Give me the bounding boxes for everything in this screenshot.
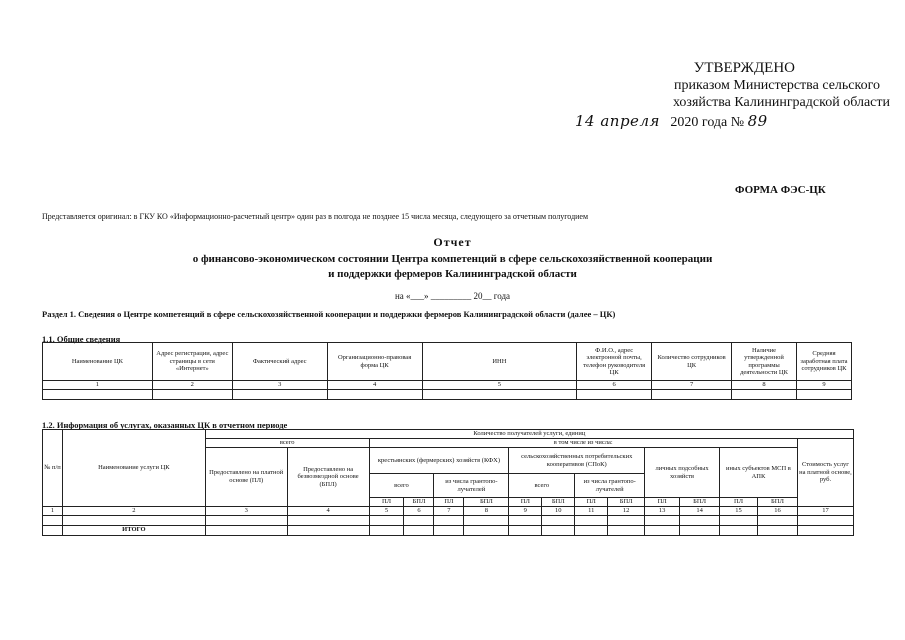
column-number: 6 <box>404 506 434 515</box>
table-row <box>43 515 854 525</box>
header-cell: Наличие утвержденной программы деятельности ЦК <box>732 343 797 381</box>
column-number: 17 <box>797 506 853 515</box>
total-header: всего <box>205 439 369 448</box>
column-number: 7 <box>434 506 464 515</box>
approval-date-line <box>575 112 815 131</box>
header-cell: Наименование ЦК <box>43 343 153 381</box>
table-row <box>43 390 852 400</box>
pl-header: ПЛ <box>509 498 542 507</box>
report-subtitle-1: о финансово-экономическом состоянии Центра компетенций в сфере сельскохозяйственной кооперации <box>192 253 713 265</box>
bpl-header: БПЛ <box>542 498 575 507</box>
col-service-name-header: Наименование услуги ЦК <box>62 430 205 507</box>
column-number: 9 <box>509 506 542 515</box>
column-number: 5 <box>369 506 404 515</box>
column-number: 14 <box>680 506 720 515</box>
header-cell: ИНН <box>422 343 577 381</box>
column-number: 6 <box>577 381 652 390</box>
column-number: 4 <box>287 506 369 515</box>
header-cell: Организационно-правовая форма ЦК <box>327 343 422 381</box>
header-cell: Фактический адрес <box>232 343 327 381</box>
header-cell: Количество сотрудников ЦК <box>652 343 732 381</box>
bpl-header: БПЛ <box>404 498 434 507</box>
column-number: 15 <box>720 506 758 515</box>
pl-header: ПЛ <box>575 498 608 507</box>
free-header: Предоставлено на безвозмездной основе (БПЛ) <box>287 448 369 507</box>
column-number: 1 <box>43 506 63 515</box>
approval-number-handwritten: 89 <box>747 112 768 130</box>
approval-line-2: приказом Министерства сельского <box>674 78 880 93</box>
report-date-line: на «___» _________ 20__ года <box>394 291 511 301</box>
column-number: 9 <box>796 381 851 390</box>
header-cell: Средняя заработная плата сотрудников ЦК <box>796 343 851 381</box>
section-1-title: Раздел 1. Сведения о Центре компетенций в сфере сельскохозяйственной кооперации и поддержки фермеров Калининградской области (далее – ЦК) <box>42 309 616 319</box>
column-number: 8 <box>732 381 797 390</box>
report-title: Отчет <box>433 235 472 249</box>
lph-header: личных подсобных хозяйств <box>645 448 720 498</box>
column-number: 11 <box>575 506 608 515</box>
kfh-header: крестьянских (фермерских) хозяйств (КФХ) <box>369 448 509 474</box>
subsection-1-2-title: 1.2. Информация об услугах, оказанных ЦК в отчетном периоде <box>42 420 288 430</box>
column-number: 1 <box>43 381 153 390</box>
services-table <box>42 429 854 536</box>
intro-text: Представляется оригинал: в ГКУ КО «Информационно-расчетный центр» один раз в полгода не позднее 15 числа месяца, следующего за отчетным полугодием <box>42 212 589 221</box>
spok-grant-header: из числа грантопо-лучателей <box>575 474 645 498</box>
pl-header: ПЛ <box>369 498 404 507</box>
column-number: 2 <box>62 506 205 515</box>
column-number: 8 <box>464 506 509 515</box>
report-subtitle-2: и поддержки фермеров Калининградской области <box>328 268 577 280</box>
bpl-header: БПЛ <box>608 498 645 507</box>
including-header: в том числе из числа: <box>369 439 797 448</box>
kfh-grant-header: из числа грантопо-лучателей <box>434 474 509 498</box>
header-cell: Адрес регистрации, адрес страницы в сети «Интернет» <box>152 343 232 381</box>
bpl-header: БПЛ <box>680 498 720 507</box>
paid-header: Предоставлено на платной основе (ПЛ) <box>205 448 287 507</box>
pl-header: ПЛ <box>720 498 758 507</box>
msp-header: иных субъектов МСП в АПК <box>720 448 798 498</box>
column-number: 10 <box>542 506 575 515</box>
pl-header: ПЛ <box>434 498 464 507</box>
col-number-header: № п/п <box>43 430 63 507</box>
pl-header: ПЛ <box>645 498 680 507</box>
general-info-table <box>42 342 852 400</box>
column-number: 3 <box>232 381 327 390</box>
approval-date-printed: 2020 года № <box>670 115 745 130</box>
column-number: 5 <box>422 381 577 390</box>
column-number: 3 <box>205 506 287 515</box>
cost-header: Стоимость услуг на платной основе, руб. <box>797 439 853 507</box>
kfh-total-header: всего <box>369 474 434 498</box>
form-name: ФОРМА ФЭС-ЦК <box>735 184 826 196</box>
bpl-header: БПЛ <box>464 498 509 507</box>
recipients-header: Количество получателей услуги, единиц <box>205 430 853 439</box>
column-number: 13 <box>645 506 680 515</box>
approval-stamp <box>640 60 890 111</box>
spok-total-header: всего <box>509 474 575 498</box>
column-number: 2 <box>152 381 232 390</box>
spok-header: сельскохозяйственных потребительских кооперативов (СПоК) <box>509 448 645 474</box>
column-number: 16 <box>757 506 797 515</box>
column-number: 7 <box>652 381 732 390</box>
approval-title: УТВЕРЖДЕНО <box>693 60 795 76</box>
total-row <box>43 525 854 535</box>
bpl-header: БПЛ <box>757 498 797 507</box>
approval-line-3: хозяйства Калининградской области <box>672 95 890 110</box>
approval-date-handwritten: 14 апреля <box>575 112 660 130</box>
header-cell: Ф.И.О., адрес электронной почты, телефон руководителя ЦК <box>577 343 652 381</box>
column-number: 12 <box>608 506 645 515</box>
subsection-1-1-title: 1.1. Общие сведения <box>42 334 121 344</box>
total-row-label: ИТОГО <box>62 525 205 535</box>
column-number: 4 <box>327 381 422 390</box>
